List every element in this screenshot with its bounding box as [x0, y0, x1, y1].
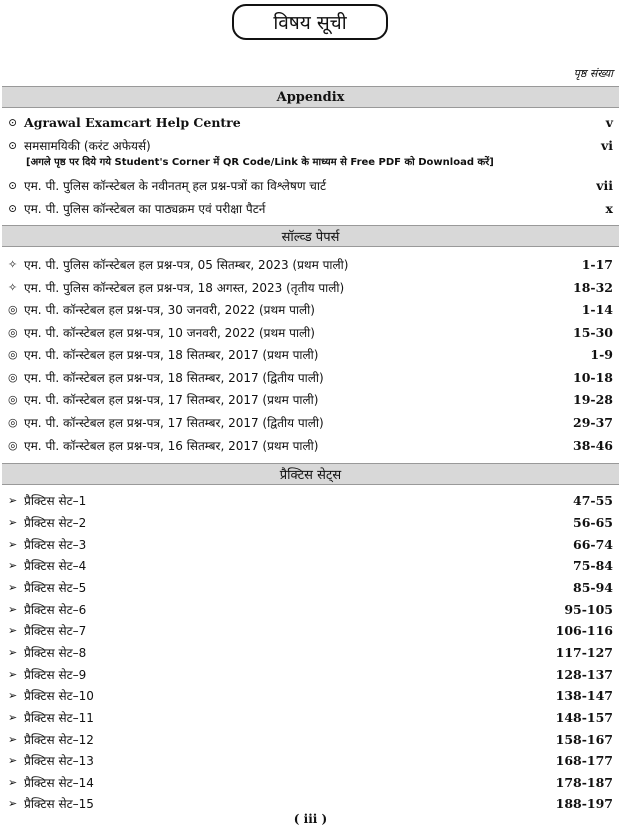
entry-title: एम. पी. पुलिस कॉन्स्टेबल के नवीनतम् हल प्रश्न-पत्रों का विश्लेषण चार्ट [24, 178, 327, 193]
toc-entry[interactable] [8, 112, 613, 132]
entry-page: 75-84 [573, 557, 613, 573]
entry-title: प्रैक्टिस सेट–10 [24, 688, 94, 703]
entry-page: 10-18 [573, 369, 613, 385]
solved-papers-heading: सॉल्व्ड पेपर्स [2, 225, 619, 247]
toc-entry[interactable] [8, 707, 613, 727]
entry-title: प्रैक्टिस सेट–1 [24, 493, 87, 508]
entry-title: एम. पी. कॉन्स्टेबल हल प्रश्न-पत्र, 17 सितम्बर, 2017 (प्रथम पाली) [24, 392, 319, 407]
entry-page: 19-28 [573, 391, 613, 407]
appendix-heading: Appendix [2, 86, 619, 108]
circle-bullet-icon: ◎ [8, 438, 18, 452]
entry-page: 178-187 [555, 774, 613, 790]
entry-page: vii [596, 177, 613, 193]
sparkle-bullet-icon: ✧ [8, 257, 18, 271]
entry-page: 15-30 [573, 324, 613, 340]
entry-title: प्रैक्टिस सेट–11 [24, 710, 94, 725]
circle-bullet-icon: ◎ [8, 415, 18, 429]
entry-title: एम. पी. कॉन्स्टेबल हल प्रश्न-पत्र, 30 जनवरी, 2022 (प्रथम पाली) [24, 302, 315, 317]
circle-bullet-icon: ◎ [8, 370, 18, 384]
sparkle-bullet-icon: ✧ [8, 280, 18, 294]
toc-entry[interactable] [8, 344, 613, 364]
entry-page: 38-46 [573, 437, 613, 453]
toc-entry[interactable] [8, 135, 613, 155]
toc-entry[interactable] [8, 577, 613, 597]
arrow-bullet-icon: ➢ [8, 580, 18, 594]
circle-bullet-icon: ◎ [8, 325, 18, 339]
arrow-bullet-icon: ➢ [8, 537, 18, 551]
entry-title: समसामयिकी (करंट अफेयर्स) [24, 138, 151, 153]
toc-entry[interactable] [8, 299, 613, 319]
toc-entry[interactable] [8, 534, 613, 554]
arrow-bullet-icon: ➢ [8, 515, 18, 529]
page-title: विषय सूची [232, 4, 388, 40]
target-bullet-icon: ⊙ [8, 138, 18, 152]
entry-title: एम. पी. पुलिस कॉन्स्टेबल हल प्रश्न-पत्र, 18 अगस्त, 2023 (तृतीय पाली) [24, 280, 345, 295]
toc-entry[interactable] [8, 750, 613, 770]
arrow-bullet-icon: ➢ [8, 796, 18, 810]
entry-title: प्रैक्टिस सेट–15 [24, 796, 94, 811]
practice-sets-heading: प्रैक्टिस सेट्स [2, 463, 619, 485]
toc-entry[interactable] [8, 729, 613, 749]
entry-page: 56-65 [573, 514, 613, 530]
entry-title: प्रैक्टिस सेट–14 [24, 775, 94, 790]
arrow-bullet-icon: ➢ [8, 753, 18, 767]
entry-title: प्रैक्टिस सेट–8 [24, 645, 87, 660]
arrow-bullet-icon: ➢ [8, 775, 18, 789]
arrow-bullet-icon: ➢ [8, 602, 18, 616]
circle-bullet-icon: ◎ [8, 347, 18, 361]
arrow-bullet-icon: ➢ [8, 688, 18, 702]
entry-title: प्रैक्टिस सेट–9 [24, 667, 87, 682]
arrow-bullet-icon: ➢ [8, 667, 18, 681]
target-bullet-icon: ⊙ [8, 115, 18, 129]
entry-title: प्रैक्टिस सेट–3 [24, 537, 87, 552]
entry-title: प्रैक्टिस सेट–13 [24, 753, 94, 768]
entry-page: 47-55 [573, 492, 613, 508]
entry-title: Agrawal Examcart Help Centre [24, 114, 241, 130]
entry-page: 188-197 [555, 795, 613, 811]
target-bullet-icon: ⊙ [8, 201, 18, 215]
entry-title: एम. पी. कॉन्स्टेबल हल प्रश्न-पत्र, 16 सितम्बर, 2017 (प्रथम पाली) [24, 438, 319, 453]
entry-page: 1-14 [581, 301, 613, 317]
toc-entry[interactable] [8, 685, 613, 705]
entry-page: 85-94 [573, 579, 613, 595]
arrow-bullet-icon: ➢ [8, 732, 18, 746]
entry-title: प्रैक्टिस सेट–6 [24, 602, 87, 617]
entry-page: 1-9 [590, 346, 613, 362]
entry-title: एम. पी. कॉन्स्टेबल हल प्रश्न-पत्र, 17 सितम्बर, 2017 (द्वितीय पाली) [24, 415, 324, 430]
entry-title: प्रैक्टिस सेट–5 [24, 580, 87, 595]
toc-entry[interactable] [8, 367, 613, 387]
entry-page: 106-116 [555, 622, 613, 638]
entry-page: 66-74 [573, 536, 613, 552]
free-pdf-note: [अगले पृष्ठ पर दिये गये Student's Corner में QR Code/Link के माध्यम से Free PDF को Download करें] [26, 157, 494, 168]
target-bullet-icon: ⊙ [8, 178, 18, 192]
entry-page: 1-17 [581, 256, 613, 272]
toc-entry[interactable] [8, 322, 613, 342]
circle-bullet-icon: ◎ [8, 392, 18, 406]
entry-title: प्रैक्टिस सेट–2 [24, 515, 87, 530]
entry-page: 138-147 [555, 687, 613, 703]
entry-title: एम. पी. कॉन्स्टेबल हल प्रश्न-पत्र, 10 जनवरी, 2022 (प्रथम पाली) [24, 325, 315, 340]
entry-page: x [605, 200, 613, 216]
entry-page: 168-177 [555, 752, 613, 768]
arrow-bullet-icon: ➢ [8, 493, 18, 507]
arrow-bullet-icon: ➢ [8, 623, 18, 637]
entry-page: v [605, 114, 613, 130]
entry-page: 95-105 [564, 601, 613, 617]
toc-entry[interactable] [8, 599, 613, 619]
toc-entry[interactable] [8, 793, 613, 813]
toc-entry[interactable] [8, 198, 613, 218]
toc-entry[interactable] [8, 642, 613, 662]
toc-entry[interactable] [8, 277, 613, 297]
toc-entry[interactable] [8, 664, 613, 684]
toc-entry[interactable] [8, 435, 613, 455]
toc-entry[interactable] [8, 620, 613, 640]
entry-title: प्रैक्टिस सेट–7 [24, 623, 87, 638]
entry-title: एम. पी. पुलिस कॉन्स्टेबल हल प्रश्न-पत्र, 05 सितम्बर, 2023 (प्रथम पाली) [24, 257, 349, 272]
arrow-bullet-icon: ➢ [8, 558, 18, 572]
toc-entry[interactable] [8, 512, 613, 532]
entry-page: vi [600, 137, 613, 153]
toc-entry[interactable] [8, 175, 613, 195]
entry-page: 158-167 [555, 731, 613, 747]
page-number-label: पृष्ठ संख्या [573, 67, 613, 80]
entry-page: 18-32 [573, 279, 613, 295]
entry-page: 128-137 [555, 666, 613, 682]
toc-entry[interactable] [8, 389, 613, 409]
entry-page: 148-157 [555, 709, 613, 725]
toc-entry[interactable] [8, 254, 613, 274]
entry-title: एम. पी. पुलिस कॉन्स्टेबल का पाठ्यक्रम एवं परीक्षा पैटर्न [24, 201, 266, 216]
page-footer-number: ( iii ) [293, 812, 328, 826]
entry-title: एम. पी. कॉन्स्टेबल हल प्रश्न-पत्र, 18 सितम्बर, 2017 (द्वितीय पाली) [24, 370, 324, 385]
entry-title: प्रैक्टिस सेट–12 [24, 732, 94, 747]
entry-title: एम. पी. कॉन्स्टेबल हल प्रश्न-पत्र, 18 सितम्बर, 2017 (प्रथम पाली) [24, 347, 319, 362]
toc-entry[interactable] [8, 412, 613, 432]
toc-entry[interactable] [8, 490, 613, 510]
arrow-bullet-icon: ➢ [8, 645, 18, 659]
entry-page: 29-37 [573, 414, 613, 430]
arrow-bullet-icon: ➢ [8, 710, 18, 724]
circle-bullet-icon: ◎ [8, 302, 18, 316]
toc-entry[interactable] [8, 555, 613, 575]
toc-entry[interactable] [8, 772, 613, 792]
entry-page: 117-127 [555, 644, 613, 660]
entry-title: प्रैक्टिस सेट–4 [24, 558, 87, 573]
